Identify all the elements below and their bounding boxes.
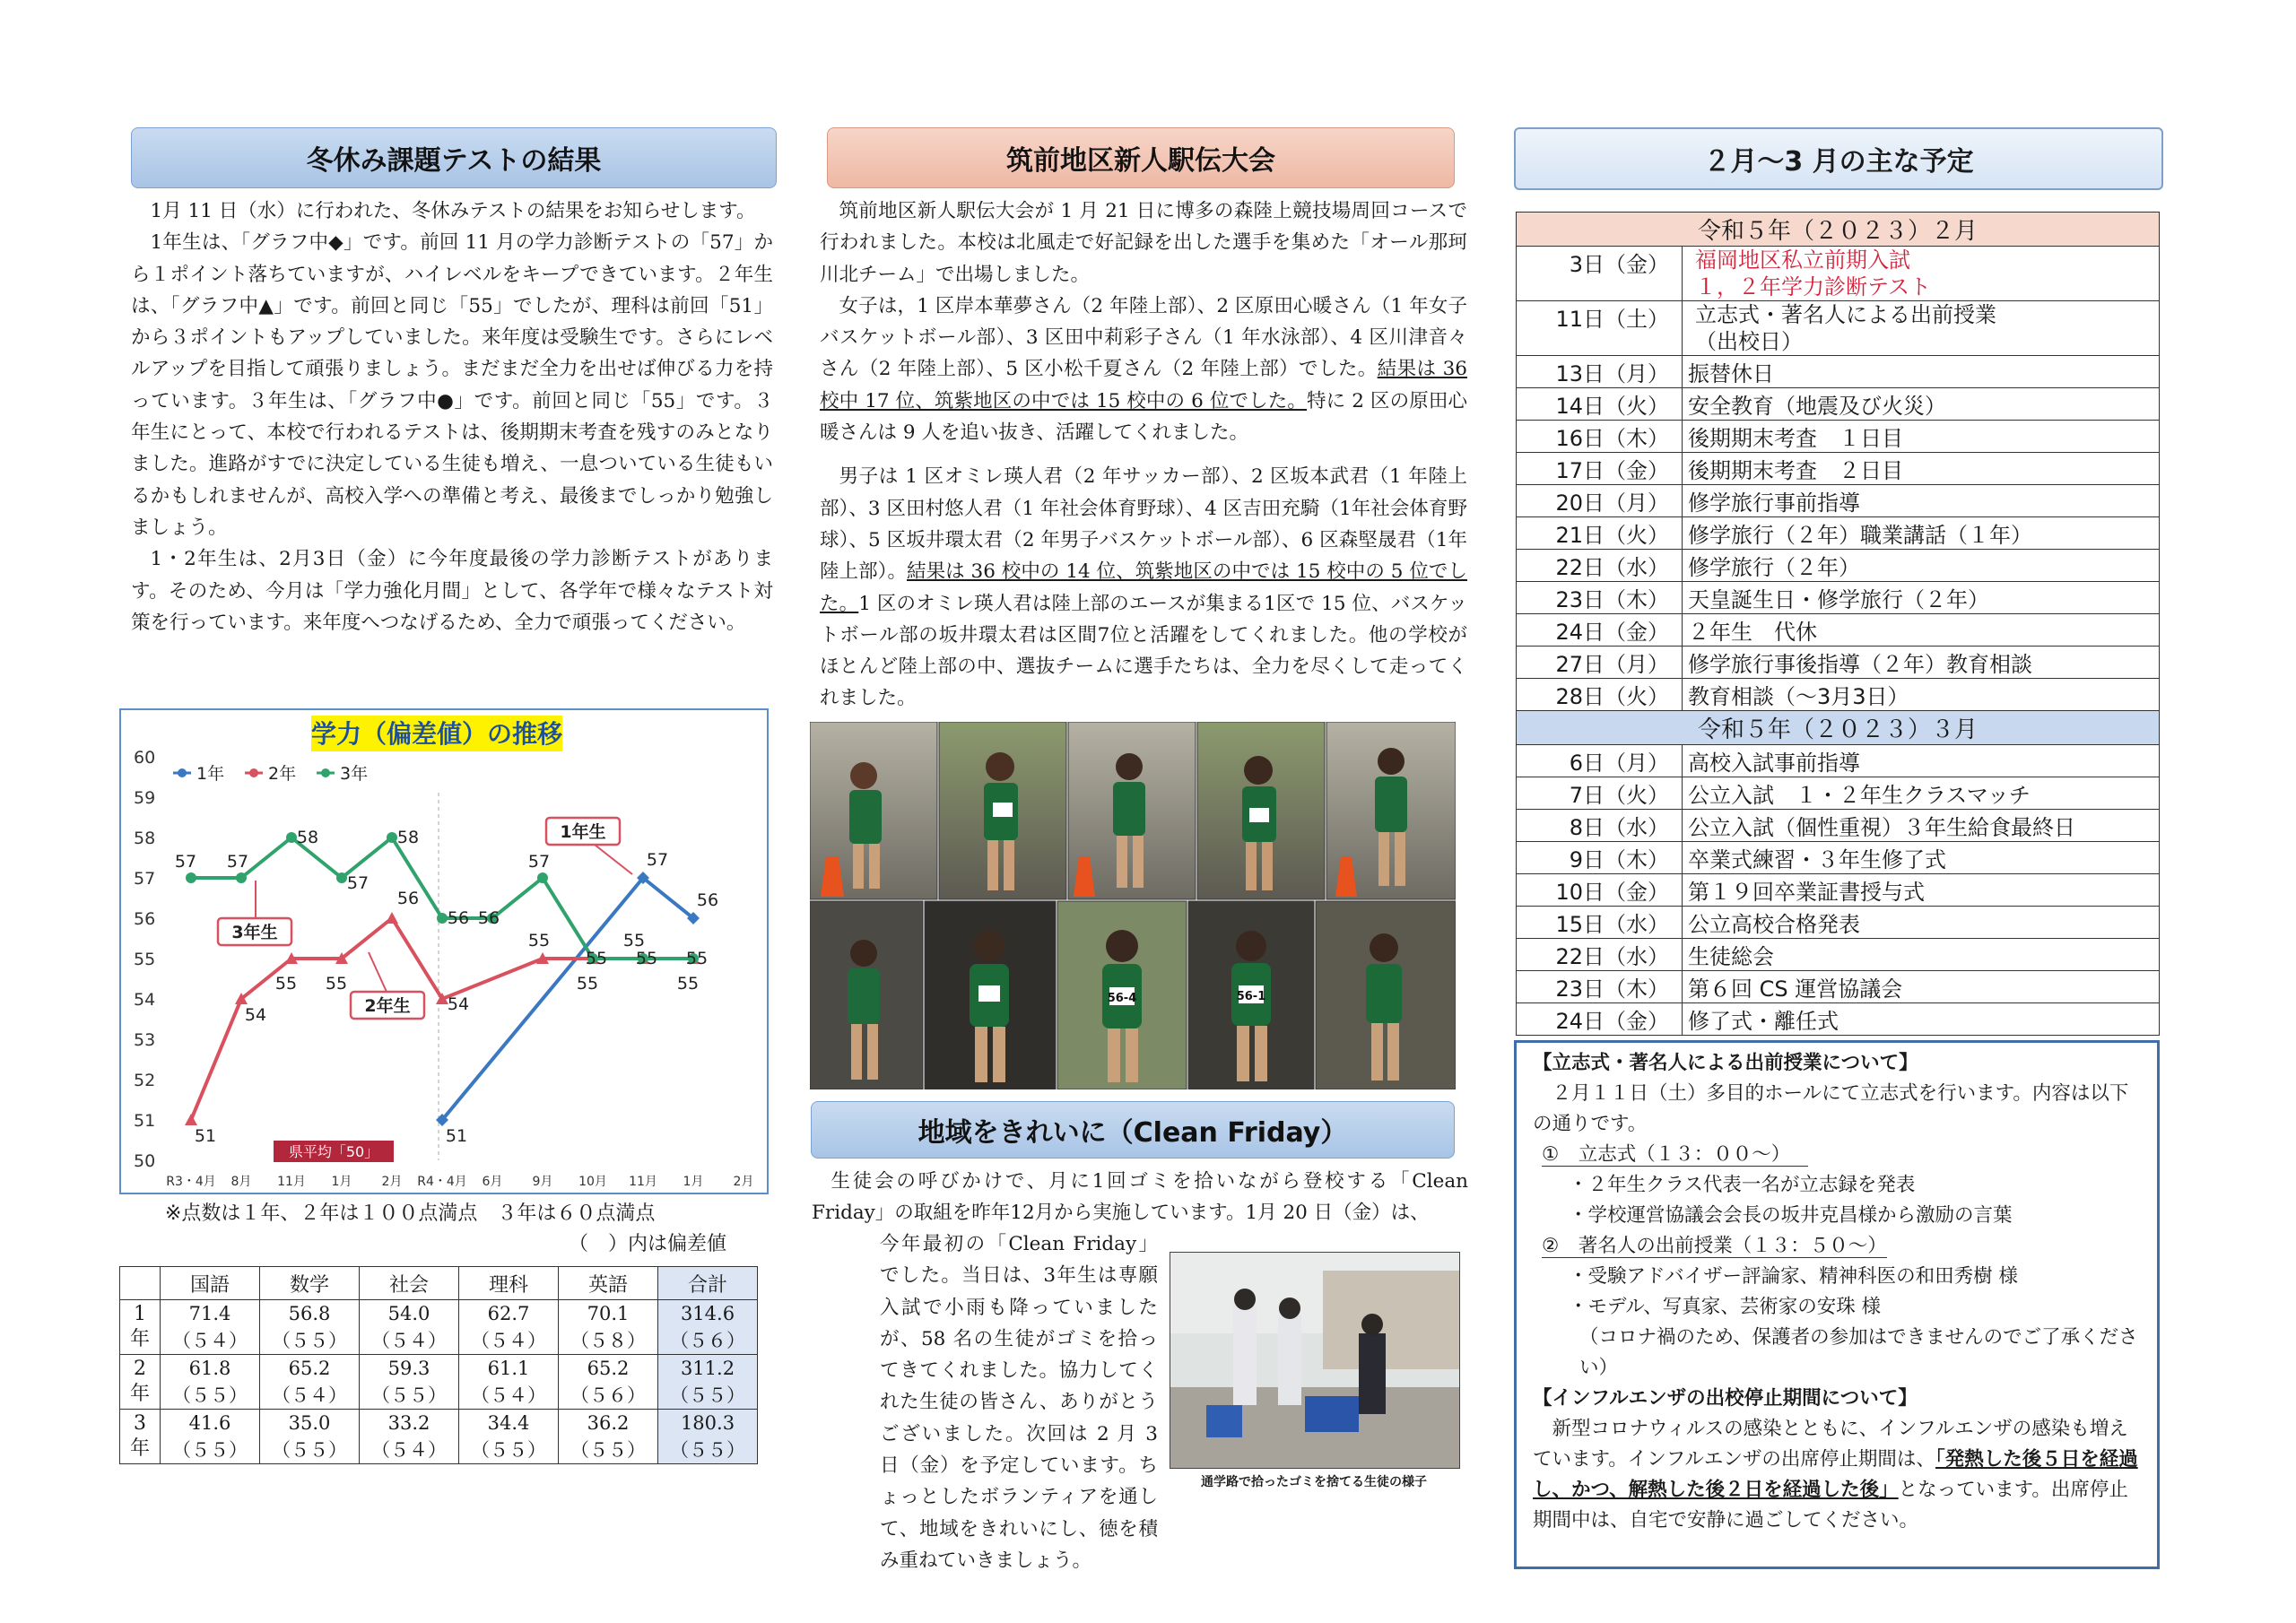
x-tick-label: 6月 (482, 1175, 503, 1189)
deviation-chart (119, 708, 769, 1194)
schedule-date: 3日（金） (1517, 247, 1683, 301)
schedule-date: 23日（木） (1517, 582, 1683, 614)
schedule-mar-header (1517, 711, 2160, 745)
scores-header-math: 数学 (260, 1267, 360, 1300)
scores-header-row (120, 1267, 758, 1300)
scores-cell (360, 1355, 459, 1410)
data-label: 51 (194, 1126, 217, 1146)
data-label: 55 (325, 974, 348, 994)
ekiden-para-3 (820, 461, 1467, 714)
callout-grade2: 2年生 (364, 996, 411, 1016)
notice-item-lecture-b: ・モデル、写真家、芸術家の安珠 様 (1569, 1296, 1882, 1318)
schedule-row (1517, 614, 2160, 647)
score-deviation: （５５） (471, 1439, 546, 1461)
score-deviation: （５５） (172, 1439, 248, 1461)
ekiden-boys-text: 男子は 1 区オミレ瑛人君（2 年サッカー部）、2 区坂本武君（1 年陸上部）、3 区田村悠人君（1 年社会体育野球）、4 区吉田充騎（1年社会体育野球）、5 区坂井環太君（2 年男子バスケットボール部）、6 区森堅晟君（1年陸上部）。 (820, 465, 1467, 584)
scores-header-english: 英語 (559, 1267, 658, 1300)
notice-influenza-a: 新型コロナウィルスの感染とともに、インフルエンザの感染も増えています。インフルエンザの出席停止期間は、 (1533, 1418, 2128, 1471)
clean-friday-text-wrap (812, 1228, 1158, 1576)
schedule-date: 20日（月） (1517, 485, 1683, 517)
schedule-feb-header-label: 令和５年（２０２３）２月 (1517, 213, 2160, 247)
x-tick-label: 2月 (381, 1175, 403, 1189)
schedule-event: 公立入試 １・２年生クラスマッチ (1683, 777, 2160, 810)
score-value: 54.0 (387, 1303, 430, 1324)
scores-cell (459, 1300, 559, 1355)
test-results-title: 冬休み課題テストの結果 (306, 145, 602, 177)
scores-grade-cell: 3 年 (120, 1410, 161, 1464)
scores-row (120, 1410, 758, 1464)
score-deviation: （５５） (272, 1330, 347, 1351)
y-tick-label: 55 (134, 950, 156, 969)
schedule-date: 7日（火） (1517, 777, 1683, 810)
schedule-event: 公立高校合格発表 (1683, 907, 2160, 939)
score-value: 34.4 (487, 1412, 530, 1434)
schedule-event: ２年生 代休 (1683, 614, 2160, 647)
series-point-2 (387, 832, 397, 843)
x-tick-label: 11月 (277, 1175, 306, 1189)
test-results-text (131, 195, 773, 638)
scores-cell (459, 1355, 559, 1410)
schedule-mar-header-label: 令和５年（２０２３）３月 (1517, 711, 2160, 745)
score-value: 62.7 (487, 1303, 530, 1324)
schedule-date: 24日（金） (1517, 1003, 1683, 1036)
schedule-feb-header (1517, 213, 2160, 247)
data-label: 55 (635, 949, 658, 968)
schedule-date: 22日（水） (1517, 550, 1683, 582)
clean-friday-photo (1170, 1252, 1460, 1469)
legend-marker-2 (321, 768, 330, 777)
runner-bib-2: 56-1 (1236, 990, 1266, 1003)
schedule-row (1517, 874, 2160, 907)
schedule-event: 卒業式練習・３年生修了式 (1683, 842, 2160, 874)
data-label: 57 (346, 873, 370, 893)
legend-marker-1 (249, 768, 258, 777)
schedule-date: 8日（水） (1517, 810, 1683, 842)
score-value: 59.3 (387, 1358, 430, 1379)
notice-influenza-b: となっています。出席停止期間中は、自宅で安静に過ごしてください。 (1533, 1479, 2128, 1532)
score-value: 65.2 (288, 1358, 331, 1379)
callout-grade2-leader (369, 952, 387, 992)
schedule-row (1517, 939, 2160, 971)
score-value: 71.4 (188, 1303, 231, 1324)
notice-item-lecture-c: （コロナ禍のため、保護者の参加はできませんのでご了承ください） (1579, 1326, 2138, 1379)
x-tick-label: R3・4月 (166, 1175, 216, 1189)
deviation-chart-svg (121, 710, 767, 1193)
scores-cell (559, 1410, 658, 1464)
score-deviation: （５８） (570, 1330, 646, 1351)
schedule-event: 修学旅行（２年） (1683, 550, 2160, 582)
legend-label-0: 1年 (196, 764, 225, 784)
clean-friday-title: 地域をきれいに（Clean Friday） (918, 1117, 1348, 1149)
notice-item-ceremony-b: ・学校運営協議会会長の坂井克昌様から激励の言葉 (1569, 1204, 2013, 1227)
schedule-event: 振替休日 (1683, 356, 2160, 388)
schedule-date: 28日（火） (1517, 679, 1683, 711)
score-value: 41.6 (188, 1412, 231, 1434)
x-tick-label: 11月 (629, 1175, 657, 1189)
schedule-row (1517, 842, 2160, 874)
scores-cell (360, 1410, 459, 1464)
schedule-event: 修学旅行（２年）職業講話（１年） (1683, 517, 2160, 550)
schedule-row (1517, 777, 2160, 810)
y-tick-label: 56 (134, 909, 156, 929)
schedule-event: 天皇誕生日・修学旅行（２年） (1683, 582, 2160, 614)
y-tick-label: 58 (134, 829, 156, 848)
callout-grade3: 3年生 (231, 923, 278, 942)
schedule-row (1517, 810, 2160, 842)
scores-header-social: 社会 (360, 1267, 459, 1300)
y-tick-label: 54 (134, 990, 156, 1010)
schedule-event: 公立入試（個性重視）３年生給食最終日 (1683, 810, 2160, 842)
data-label: 54 (447, 994, 470, 1014)
y-tick-label: 53 (134, 1030, 156, 1050)
scores-cell (260, 1355, 360, 1410)
score-deviation: （５４） (371, 1439, 447, 1461)
scores-cell (559, 1355, 658, 1410)
score-value: 311.2 (680, 1358, 735, 1379)
ekiden-photos-svg (810, 722, 1456, 1089)
score-deviation: （５５） (172, 1384, 248, 1406)
schedule-row (1517, 745, 2160, 777)
data-label: 55 (685, 949, 709, 968)
series-point-2 (336, 872, 347, 883)
scores-row (120, 1300, 758, 1355)
ekiden-girls-result: 結果は 36 校中 17 位、筑紫地区の中では 15 校中の 6 位でした。 (820, 358, 1467, 412)
clean-friday-title-banner (811, 1101, 1455, 1159)
series-point-1 (185, 1114, 197, 1125)
data-label: 57 (226, 852, 249, 872)
schedule-row (1517, 971, 2160, 1003)
runner-photo-5 (1326, 722, 1456, 899)
notice-heading-ceremony: 【立志式・著名人による出前授業について】 (1533, 1052, 1918, 1074)
schedule-event: 立志式・著名人による出前授業 （出校日） (1683, 301, 2160, 356)
pref-average-label: 県平均「50」 (288, 1143, 379, 1160)
schedule-date: 11日（土） (1517, 301, 1683, 356)
clean-friday-text-top (812, 1166, 1468, 1229)
schedule-date: 6日（月） (1517, 745, 1683, 777)
schedule-event: 後期期末考査 ２日目 (1683, 453, 2160, 485)
ekiden-para-2 (820, 291, 1467, 448)
schedule-row (1517, 421, 2160, 453)
series-point-2 (186, 872, 196, 883)
test-results-title-banner (131, 127, 777, 188)
y-tick-label: 52 (134, 1071, 156, 1090)
data-label: 56 (696, 890, 719, 910)
scores-cell (260, 1300, 360, 1355)
notice-item-ceremony: ① 立志式（１３：００～） (1542, 1143, 1808, 1167)
score-value: 65.2 (587, 1358, 630, 1379)
score-deviation: （５６） (570, 1384, 646, 1406)
score-deviation: （５４） (272, 1384, 347, 1406)
schedule-date: 21日（火） (1517, 517, 1683, 550)
schedule-event: 修了式・離任式 (1683, 1003, 2160, 1036)
data-label: 54 (244, 1005, 267, 1025)
schedule-event: 修学旅行事前指導 (1683, 485, 2160, 517)
schedule-date: 17日（金） (1517, 453, 1683, 485)
runner-photo-8 (1057, 901, 1187, 1089)
ekiden-boys-result: 結果は 36 校中の 14 位、筑紫地区の中では 15 校中の 5 位でした。 (820, 560, 1467, 615)
schedule-row (1517, 550, 2160, 582)
notice-influenza-rule: 「発熱した後５日を経過し、かつ、解熱した後２日を経過した後」 (1533, 1448, 2138, 1501)
schedule-date: 14日（火） (1517, 388, 1683, 421)
schedule-event: 後期期末考査 １日目 (1683, 421, 2160, 453)
legend-label-1: 2年 (268, 764, 297, 784)
series-point-2 (236, 872, 247, 883)
notice-item-lecture: ② 著名人の出前授業（１３：５０～） (1542, 1235, 1887, 1257)
score-value: 70.1 (587, 1303, 630, 1324)
score-value: 36.2 (587, 1412, 630, 1434)
schedule-date: 9日（木） (1517, 842, 1683, 874)
clean-friday-para-2: 今年最初の「Clean Friday」でした。当日は、3年生は専願入試で小雨も降っていましたが、58 名の生徒がゴミを拾ってきてくれました。協力してくれた生徒の皆さん、ありがとうございました。次回は 2 月 3 日（金）を予定しています。ちょっとしたボランティアを通して、地域をきれいにし、徳を積み重ねていきましょう。 (880, 1233, 1158, 1572)
scores-cell (161, 1410, 260, 1464)
schedule-date: 22日（水） (1517, 939, 1683, 971)
data-label: 58 (296, 828, 319, 847)
data-label: 55 (527, 931, 551, 950)
data-label: 57 (174, 852, 197, 872)
data-label: 56 (447, 908, 470, 928)
scores-cell (260, 1410, 360, 1464)
score-deviation: （５４） (371, 1330, 447, 1351)
data-label: 51 (445, 1126, 468, 1146)
data-label: 55 (676, 974, 700, 994)
schedule-row (1517, 301, 2160, 356)
x-tick-label: 10月 (578, 1175, 607, 1189)
schedule-event: 教育相談（～3月3日） (1683, 679, 2160, 711)
legend-label-2: 3年 (340, 764, 369, 784)
notice-ceremony-text: ２月１１日（土）多目的ホールにて立志式を行います。内容は以下の通りです。 (1533, 1082, 2129, 1135)
score-deviation: （５４） (471, 1330, 546, 1351)
ekiden-girls-highlight: 特に 2 区の原田心暖さんは 9 人を追い抜き、活躍してくれました。 (820, 389, 1467, 445)
y-tick-label: 50 (134, 1151, 156, 1171)
callout-grade1-leader (595, 845, 632, 874)
y-tick-label: 51 (134, 1111, 156, 1131)
score-value: 56.8 (288, 1303, 331, 1324)
runner-photo-7 (925, 901, 1056, 1089)
x-tick-label: 8月 (230, 1175, 252, 1189)
schedule-title-scroll (1514, 127, 2163, 190)
data-label: 57 (527, 852, 551, 872)
schedule-date: 16日（木） (1517, 421, 1683, 453)
scores-header-corner (120, 1267, 161, 1300)
schedule-row (1517, 388, 2160, 421)
score-deviation: （５４） (471, 1384, 546, 1406)
x-tick-label: R4・4月 (417, 1175, 467, 1189)
x-tick-label: 1月 (331, 1175, 352, 1189)
ekiden-text (820, 195, 1467, 715)
schedule-event: 生徒総会 (1683, 939, 2160, 971)
series-point-2 (437, 913, 448, 924)
data-label: 55 (274, 974, 298, 994)
schedule-row (1517, 485, 2160, 517)
clean-friday-para-1: 生徒会の呼びかけで、月に1回ゴミを拾いながら登校する「Clean Friday」の取組を昨年12月から実施しています。1月 20 日（金）は、 (812, 1170, 1468, 1225)
score-deviation: （５５） (570, 1439, 646, 1461)
y-tick-label: 59 (134, 788, 156, 808)
test-results-para-1: 1月 11 日（水）に行われた、冬休みテストの結果をお知らせします。 (150, 200, 756, 222)
score-deviation: （５５） (670, 1384, 745, 1406)
ekiden-title: 筑前地区新人駅伝大会 (1006, 145, 1275, 177)
scores-cell (559, 1300, 658, 1355)
schedule-row (1517, 517, 2160, 550)
data-label: 58 (396, 828, 420, 847)
schedule-date: 24日（金） (1517, 614, 1683, 647)
runner-bib-1: 56-4 (1107, 992, 1137, 1005)
clean-friday-caption: 通学路で拾ったゴミを捨てる生徒の様子 (1201, 1475, 1427, 1489)
schedule-row (1517, 1003, 2160, 1036)
notice-box (1514, 1040, 2160, 1569)
scores-header-japanese: 国語 (161, 1267, 260, 1300)
schedule-event: 福岡地区私立前期入試 １，２年学力診断テスト (1683, 247, 2160, 301)
ekiden-boys-highlight: 1 区のオミレ瑛人君は陸上部のエースが集まる1区で 15 位、バスケットボール部の坂井環太君は区間7位と活躍をしてくれました。他の学校がほとんど陸上部の中、選抜チームに選手たちは、全力を尽くして走ってくれました。 (820, 592, 1467, 710)
data-label: 55 (576, 974, 599, 994)
schedule-date: 15日（水） (1517, 907, 1683, 939)
schedule-event: 第６回 CS 運営協議会 (1683, 971, 2160, 1003)
schedule-row (1517, 582, 2160, 614)
scores-cell (161, 1300, 260, 1355)
schedule-title: ２月～3 月の主な予定 (1703, 146, 1974, 178)
schedule-event: 修学旅行事後指導（２年）教育相談 (1683, 647, 2160, 679)
ekiden-para-1: 筑前地区新人駅伝大会が 1 月 21 日に博多の森陸上競技場周回コースで行われました。本校は北風走で好記録を出した選手を集めた「オール那珂川北チーム」で出場しました。 (820, 200, 1467, 286)
schedule-row (1517, 247, 2160, 301)
data-label: 55 (622, 931, 646, 950)
schedule-date: 13日（月） (1517, 356, 1683, 388)
score-value: 61.1 (487, 1358, 530, 1379)
score-value: 314.6 (680, 1303, 735, 1324)
scores-table (119, 1266, 758, 1464)
scores-header-science: 理科 (459, 1267, 559, 1300)
score-deviation: （５４） (172, 1330, 248, 1351)
score-value: 61.8 (188, 1358, 231, 1379)
scores-row (120, 1355, 758, 1410)
score-value: 180.3 (680, 1412, 735, 1434)
x-tick-label: 9月 (532, 1175, 553, 1189)
schedule-row (1517, 679, 2160, 711)
series-point-2 (537, 872, 548, 883)
score-deviation: （５６） (670, 1330, 745, 1351)
runner-photo-2 (939, 722, 1066, 899)
notice-influenza-text (1533, 1414, 2141, 1536)
schedule-date: 27日（月） (1517, 647, 1683, 679)
runner-photo-3 (1068, 722, 1196, 899)
scores-cell (360, 1300, 459, 1355)
scores-cell (459, 1410, 559, 1464)
test-results-para-2: 1年生は、「グラフ中◆」です。前回 11 月の学力診断テストの「57」から１ポイント落ちていますが、ハイレベルをキープできています。２年生は、「グラフ中▲」です。前回と同じ「55」でしたが、理科は前回「51」から３ポイントもアップしていました。来年度は受験生です。さらにレベルアップを目指して頑張りましょう。まだまだ全力を出せば伸びる力を持っています。３年生は、「グラフ中●」です。前回と同じ「55」です。３年生にとって、本校で行われるテストは、後期期末考査を残すのみとなりました。進路がすでに決定している生徒も増え、一息ついている生徒もいるかもしれませんが、高校入学への準備と考え、最後までしっかり勉強しましょう。 (131, 231, 773, 539)
series-point-1 (386, 912, 398, 924)
schedule-row (1517, 356, 2160, 388)
scores-cell (658, 1410, 758, 1464)
ekiden-girls-text: 女子は，1 区岸本華夢さん（2 年陸上部）、2 区原田心暖さん（1 年女子バスケットボール部）、3 区田中莉彩子さん（1 年水泳部）、4 区川津音々さん（2 年陸上部）、5 区小松千夏さん（2 年陸上部）でした。 (820, 294, 1467, 381)
scores-cell (161, 1355, 260, 1410)
score-deviation: （５５） (272, 1439, 347, 1461)
score-deviation: （５５） (371, 1384, 447, 1406)
callout-grade1: 1年生 (560, 822, 606, 842)
scores-header-total: 合計 (658, 1267, 758, 1300)
score-note-2: （ ）内は偏差値 (569, 1233, 727, 1255)
test-results-para-3: 1・2年生は、2月3日（金）に今年度最後の学力診断テストがあります。そのため、今月は「学力強化月間」として、各学年で様々なテスト対策を行っています。来年度へつなげるため、全力で頑張ってください。 (131, 548, 773, 634)
schedule-event: 安全教育（地震及び火災） (1683, 388, 2160, 421)
score-deviation: （５５） (670, 1439, 745, 1461)
schedule-event: 高校入試事前指導 (1683, 745, 2160, 777)
x-tick-label: 2月 (733, 1175, 754, 1189)
schedule-row (1517, 647, 2160, 679)
series-point-2 (286, 832, 297, 843)
scores-cell (658, 1355, 758, 1410)
schedule-date: 10日（金） (1517, 874, 1683, 907)
runner-photo-10 (1316, 901, 1456, 1089)
score-value: 33.2 (387, 1412, 430, 1434)
schedule-table (1516, 212, 2160, 1036)
runner-photo-4 (1197, 722, 1325, 899)
runner-photo-6 (810, 901, 923, 1089)
data-label: 55 (585, 949, 608, 968)
scores-grade-cell: 2 年 (120, 1355, 161, 1410)
schedule-date: 23日（木） (1517, 971, 1683, 1003)
x-tick-label: 1月 (683, 1175, 704, 1189)
chart-title: 学力（偏差値）の推移 (310, 719, 563, 749)
data-label: 56 (396, 889, 420, 908)
data-label: 57 (646, 850, 669, 870)
runner-photo-1 (810, 722, 937, 899)
data-label: 56 (477, 908, 500, 928)
y-tick-label: 57 (134, 869, 156, 889)
schedule-row (1517, 907, 2160, 939)
score-note-1: ※点数は１年、２年は１００点満点 ３年は６０点満点 (165, 1202, 656, 1225)
ekiden-photo-collage (810, 722, 1456, 1089)
ekiden-title-banner (827, 127, 1455, 188)
schedule-event: 第１９回卒業証書授与式 (1683, 874, 2160, 907)
notice-item-ceremony-a: ・２年生クラス代表一名が立志録を発表 (1569, 1174, 1916, 1196)
y-tick-label: 60 (134, 748, 156, 768)
schedule-row (1517, 453, 2160, 485)
runner-photo-9 (1188, 901, 1314, 1089)
clean-friday-photo-svg (1170, 1253, 1459, 1468)
notice-item-lecture-a: ・受験アドバイザー評論家、精神科医の和田秀樹 様 (1569, 1265, 2018, 1288)
scores-grade-cell: 1 年 (120, 1300, 161, 1355)
legend-marker-0 (178, 768, 187, 777)
scores-cell (658, 1300, 758, 1355)
score-value: 35.0 (288, 1412, 331, 1434)
notice-heading-influenza: 【インフルエンザの出校停止期間について】 (1533, 1387, 1918, 1410)
